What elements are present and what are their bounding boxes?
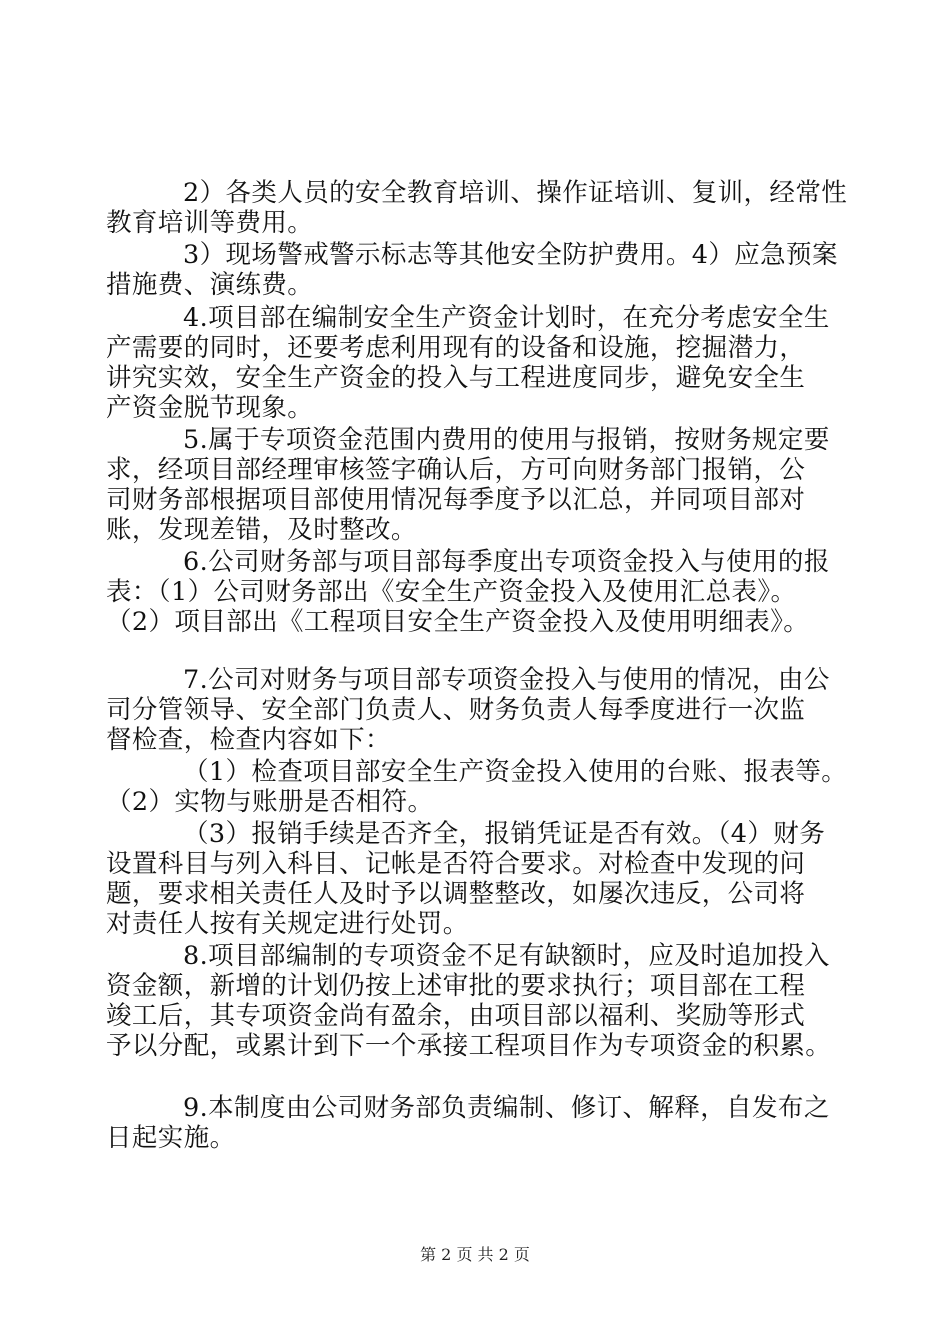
text-line: 5.属于专项资金范围内费用的使用与报销，按财务规定要	[183, 425, 830, 455]
text-line: 竣工后，其专项资金尚有盈余，由项目部以福利、奖励等形式	[106, 1001, 806, 1031]
text-line: 产资金脱节现象。	[106, 393, 314, 423]
text-line: （1）检查项目部安全生产资金投入使用的台账、报表等。	[183, 757, 848, 787]
text-line: 6.公司财务部与项目部每季度出专项资金投入与使用的报	[183, 547, 830, 577]
text-line: 资金额，新增的计划仍按上述审批的要求执行；项目部在工程	[106, 971, 806, 1001]
text-line: 表：（1）公司财务部出《安全生产资金投入及使用汇总表》。	[106, 577, 797, 607]
text-line: 2）各类人员的安全教育培训、操作证培训、复训，经常性	[183, 178, 848, 208]
text-line: 题，要求相关责任人及时予以调整整改，如屡次违反，公司将	[106, 879, 806, 909]
text-line: 9.本制度由公司财务部负责编制、修订、解释，自发布之	[183, 1093, 830, 1123]
text-line: （2）实物与账册是否相符。	[106, 787, 434, 817]
text-line: 司分管领导、安全部门负责人、财务负责人每季度进行一次监	[106, 695, 806, 725]
text-line: 措施费、演练费。	[106, 270, 314, 300]
text-line: 讲究实效，安全生产资金的投入与工程进度同步，避免安全生	[106, 363, 806, 393]
text-line: 产需要的同时，还要考虑利用现有的设备和设施，挖掘潜力，	[106, 333, 806, 363]
text-line: 对责任人按有关规定进行处罚。	[106, 909, 469, 939]
text-line: （2）项目部出《工程项目安全生产资金投入及使用明细表》。	[106, 607, 810, 637]
text-line: 督检查，检查内容如下：	[106, 725, 391, 755]
text-line: 日起实施。	[106, 1123, 236, 1153]
page-number-footer: 第 2 页 共 2 页	[420, 1245, 530, 1264]
text-line: 求，经项目部经理审核签字确认后，方可向财务部门报销，公	[106, 455, 806, 485]
text-line: 7.公司对财务与项目部专项资金投入与使用的情况，由公	[183, 665, 830, 695]
text-line: 司财务部根据项目部使用情况每季度予以汇总，并同项目部对	[106, 485, 806, 515]
text-line: （3）报销手续是否齐全，报销凭证是否有效。（4）财务	[183, 819, 826, 849]
text-line: 4.项目部在编制安全生产资金计划时，在充分考虑安全生	[183, 303, 830, 333]
text-line: 设置科目与列入科目、记帐是否符合要求。对检查中发现的问	[106, 849, 806, 879]
text-line: 8.项目部编制的专项资金不足有缺额时，应及时追加投入	[183, 941, 830, 971]
text-line: 3）现场警戒警示标志等其他安全防护费用。4）应急预案	[183, 240, 838, 270]
text-line: 予以分配，或累计到下一个承接工程项目作为专项资金的积累。	[106, 1031, 832, 1061]
text-line: 账，发现差错，及时整改。	[106, 515, 417, 545]
text-line: 教育培训等费用。	[106, 208, 314, 238]
